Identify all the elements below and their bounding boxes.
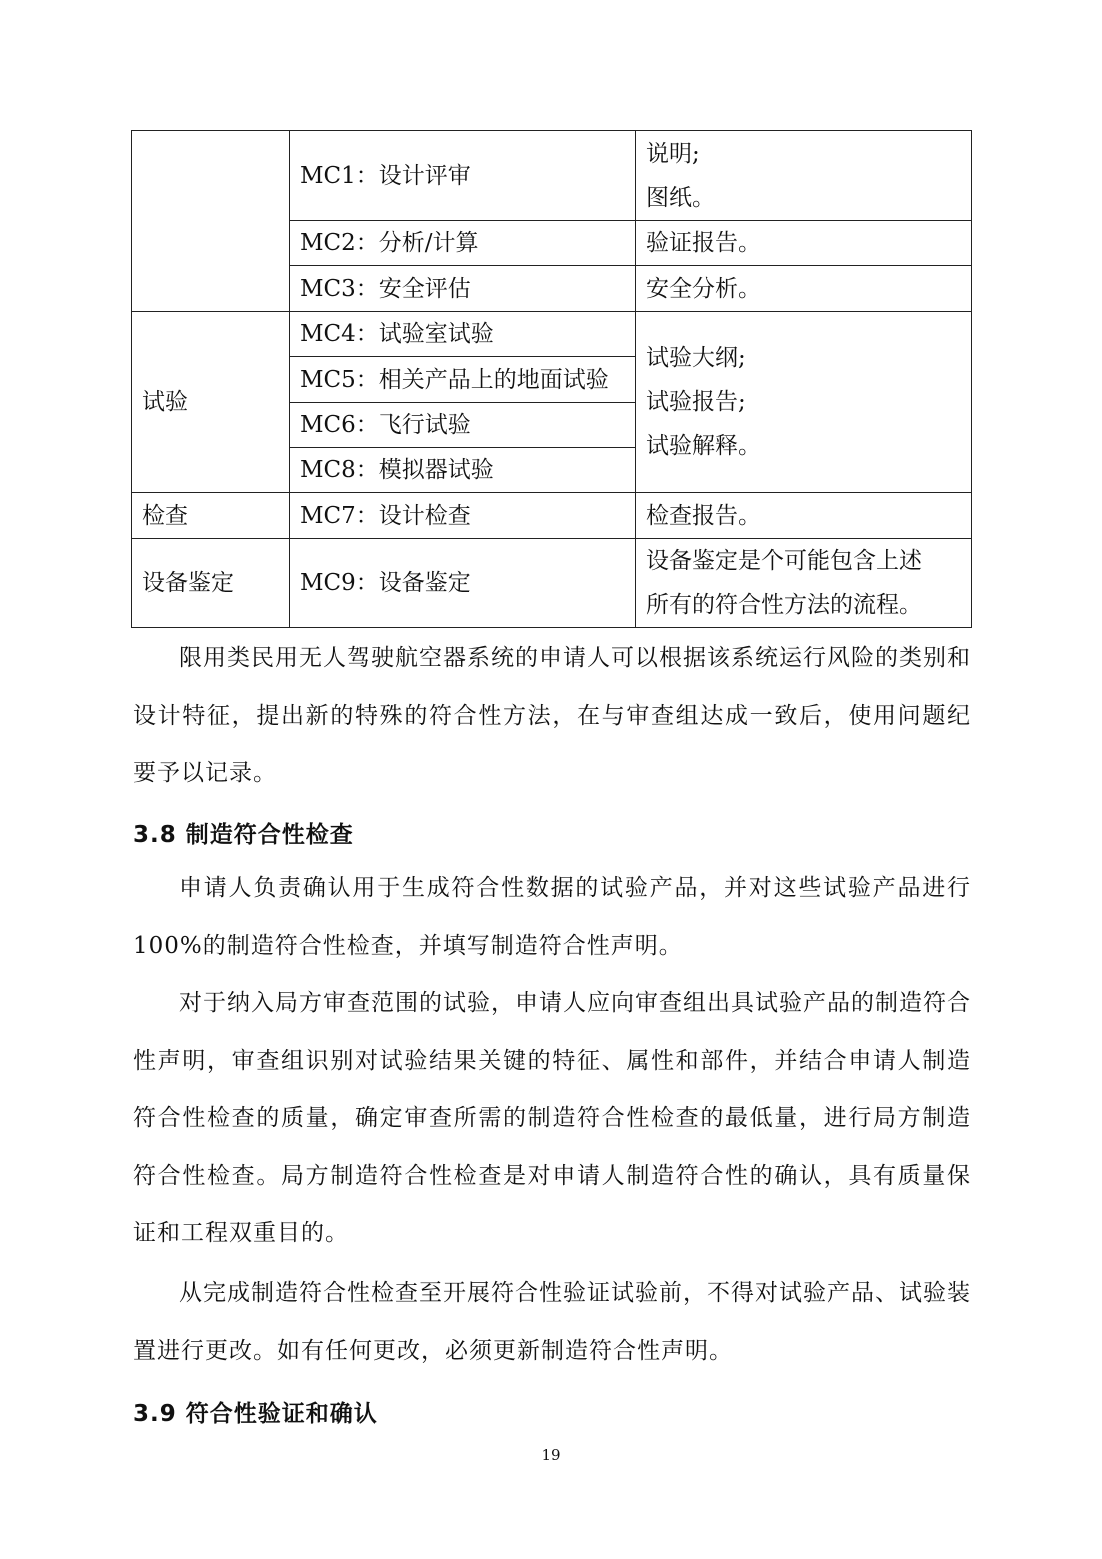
method-cell: MC2：分析/计算 xyxy=(290,221,636,266)
category-cell: 试验 xyxy=(132,312,290,493)
doc-cell xyxy=(636,312,972,493)
category-cell: 检查 xyxy=(132,493,290,539)
doc-line: 所有的符合性方法的流程。 xyxy=(646,592,922,618)
method-cell: MC3：安全评估 xyxy=(290,266,636,312)
paragraph-no-changes: 从完成制造符合性检查至开展符合性验证试验前，不得对试验产品、试验装置进行更改。如有任何更改，必须更新制造符合性声明。 xyxy=(133,1280,971,1364)
method-cell: MC4：试验室试验 xyxy=(290,312,636,357)
section-heading-3-8: 3.8 制造符合性检查 xyxy=(133,822,354,848)
table-row xyxy=(132,312,972,357)
doc-line: 试验解释。 xyxy=(646,433,761,459)
method-cell: MC6：飞行试验 xyxy=(290,403,636,448)
doc-cell: 验证报告。 xyxy=(636,221,972,266)
compliance-method-table xyxy=(131,130,972,628)
page-number: 19 xyxy=(541,1446,561,1464)
doc-line: 说明; xyxy=(646,140,700,167)
method-cell: MC1：设计评审 xyxy=(290,131,636,221)
table-row xyxy=(132,131,972,221)
method-cell: MC7：设计检查 xyxy=(290,493,636,539)
doc-cell: 检查报告。 xyxy=(636,493,972,539)
method-cell: MC5：相关产品上的地面试验 xyxy=(290,357,636,403)
method-cell: MC9：设备鉴定 xyxy=(290,539,636,628)
paragraph-applicant-conformity: 申请人负责确认用于生成符合性数据的试验产品，并对这些试验产品进行 100%的制造符合性检查，并填写制造符合性声明。 xyxy=(133,875,971,959)
doc-line: 试验报告; xyxy=(646,389,746,415)
category-cell-empty xyxy=(132,131,290,312)
paragraph-special-methods: 限用类民用无人驾驶航空器系统的申请人可以根据该系统运行风险的类别和设计特征，提出新的特殊的符合性方法，在与审查组达成一致后，使用问题纪要予以记录。 xyxy=(133,645,971,786)
doc-line: 图纸。 xyxy=(646,184,715,211)
category-cell: 设备鉴定 xyxy=(132,539,290,628)
doc-line: 试验大纲; xyxy=(646,345,746,371)
section-heading-3-9: 3.9 符合性验证和确认 xyxy=(133,1401,378,1427)
doc-cell xyxy=(636,539,972,628)
doc-cell: 安全分析。 xyxy=(636,266,972,312)
paragraph-authority-conformity: 对于纳入局方审查范围的试验，申请人应向审查组出具试验产品的制造符合性声明，审查组识别对试验结果关键的特征、属性和部件，并结合申请人制造符合性检查的质量，确定审查所需的制造符合性检查的最低量，进行局方制造符合性检查。局方制造符合性检查是对申请人制造符合性的确认，具有质量保证和工程双重目的。 xyxy=(133,990,971,1246)
method-cell: MC8：模拟器试验 xyxy=(290,448,636,493)
table-row xyxy=(132,493,972,539)
table-row xyxy=(132,539,972,628)
doc-cell xyxy=(636,131,972,221)
doc-line: 设备鉴定是个可能包含上述 xyxy=(646,548,922,574)
